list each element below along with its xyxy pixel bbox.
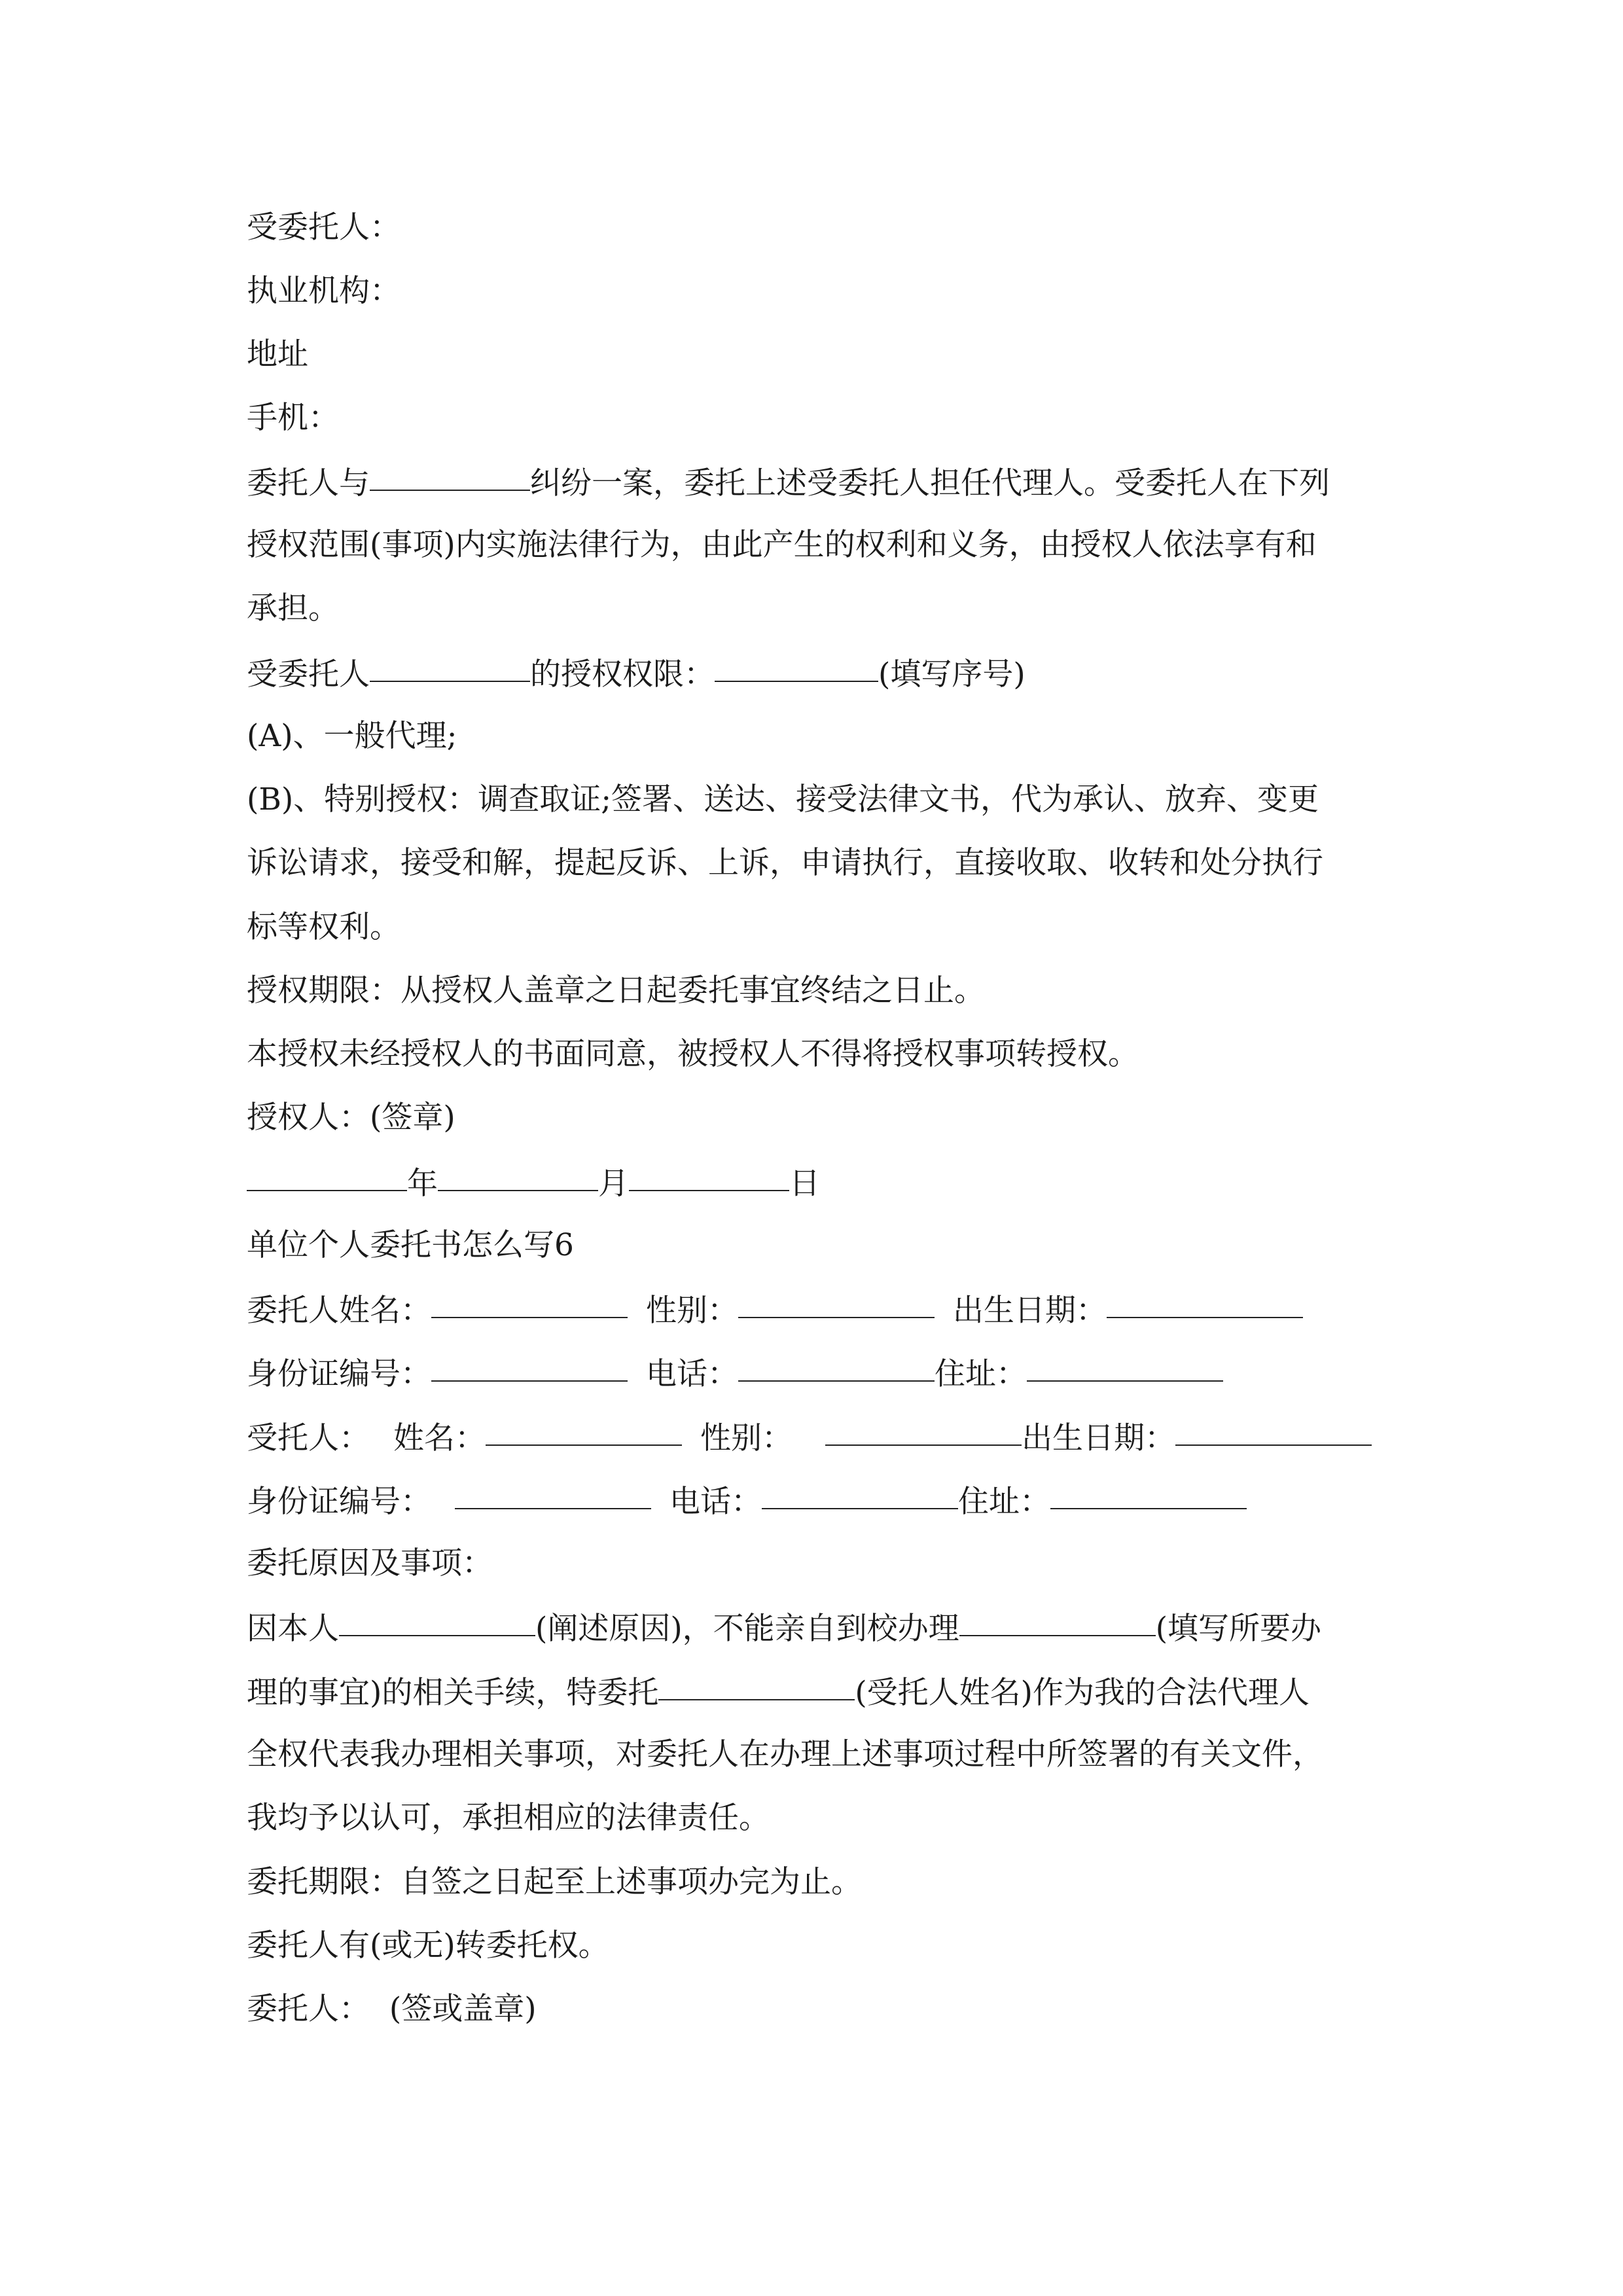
option-general-agency: (A)、一般代理; (247, 718, 457, 754)
matter-blank[interactable] (959, 1605, 1156, 1636)
principal-phone-label: 电话： (646, 1356, 738, 1392)
agent-birth-label: 出生日期： (1022, 1420, 1175, 1456)
reason-text-c: (填写所要办 (1155, 1611, 1322, 1647)
option-special-authority-line3: 标等权利。 (247, 909, 401, 945)
authorization-period: 授权期限：从授权人盖章之日起委托事宜终结之日止。 (247, 973, 985, 1009)
agent-residence-blank[interactable] (1050, 1478, 1247, 1509)
institution-label: 执业机构： (247, 273, 401, 309)
principal-gender-blank[interactable] (738, 1287, 935, 1318)
principal-residence-blank[interactable] (1027, 1350, 1223, 1382)
reason-text-b: (阐述原因)，不能亲自到校办理 (535, 1611, 959, 1647)
principal-residence-label: 住址： (935, 1356, 1027, 1392)
agent-id-label: 身份证编号： (247, 1484, 431, 1520)
reason-line4: 我均予以认可，承担相应的法律责任。 (247, 1800, 770, 1836)
address-label: 地址 (247, 336, 308, 372)
reason-title: 委托原因及事项： (247, 1545, 493, 1581)
month-label: 月 (598, 1166, 629, 1202)
agent-id-blank[interactable] (455, 1478, 651, 1509)
transfer-right: 委托人有(或无)转委托权。 (247, 1928, 609, 1964)
year-label: 年 (407, 1166, 438, 1202)
agent-fullname-blank[interactable] (658, 1669, 855, 1700)
reason-blank[interactable] (339, 1605, 535, 1636)
agent-label-2: 受托人： (247, 1420, 370, 1456)
principal-gender-label: 性别： (646, 1293, 738, 1329)
agent-name-label: 姓名： (393, 1420, 486, 1456)
agent-gender-label: 性别： (700, 1420, 793, 1456)
principal-name-blank[interactable] (431, 1287, 628, 1318)
dispute-paragraph-line3: 承担。 (247, 590, 339, 626)
authority-limit-line (247, 653, 1026, 694)
agent-label: 受委托人： (247, 209, 401, 245)
date-line (247, 1162, 820, 1204)
day-label: 日 (789, 1166, 820, 1202)
principal-signature: 委托人： (签或盖章) (247, 1991, 537, 2027)
principal-phone-blank[interactable] (738, 1350, 935, 1382)
reason-line2 (247, 1672, 1310, 1713)
option-special-authority-line1: (B)、特别授权：调查取证;签署、送达、接受法律文书，代为承认、放弃、变更 (247, 781, 1319, 817)
reason-line1 (247, 1607, 1321, 1649)
principal-id-row (247, 1353, 1223, 1394)
year-blank[interactable] (247, 1160, 407, 1191)
agent-birth-blank[interactable] (1175, 1414, 1372, 1446)
dispute-party-blank[interactable] (370, 459, 530, 491)
authority-text-b: 的授权权限： (530, 656, 715, 692)
principal-id-label: 身份证编号： (247, 1356, 431, 1392)
no-transfer-clause: 本授权未经授权人的书面同意，被授权人不得将授权事项转授权。 (247, 1036, 1139, 1072)
reason2-text-b: (受托人姓名)作为我的合法代理人 (855, 1675, 1310, 1711)
dispute-paragraph-line1 (247, 462, 1330, 503)
agent-name-field-blank[interactable] (486, 1414, 682, 1446)
principal-info-row (247, 1289, 1303, 1331)
agent-id-row (247, 1480, 1247, 1522)
authority-number-blank[interactable] (715, 651, 878, 682)
agent-gender-blank[interactable] (825, 1414, 1022, 1446)
authority-text-a: 受委托人 (247, 656, 370, 692)
dispute-text-a: 委托人与 (247, 465, 370, 501)
section-heading: 单位个人委托书怎么写6 (247, 1227, 574, 1263)
principal-id-blank[interactable] (431, 1350, 628, 1382)
principal-name-label: 委托人姓名： (247, 1293, 431, 1329)
grantor-signature: 授权人：(签章) (247, 1100, 455, 1136)
principal-birth-blank[interactable] (1107, 1287, 1303, 1318)
reason-text-a: 因本人 (247, 1611, 339, 1647)
reason2-text-a: 理的事宜)的相关手续，特委托 (247, 1675, 659, 1711)
day-blank[interactable] (629, 1160, 789, 1191)
agent-phone-blank[interactable] (762, 1478, 958, 1509)
agent-phone-label: 电话： (669, 1484, 762, 1520)
agent-info-row (247, 1417, 1372, 1458)
agent-residence-label: 住址： (958, 1484, 1050, 1520)
principal-birth-label: 出生日期： (953, 1293, 1107, 1329)
agent-name-blank[interactable] (370, 651, 530, 682)
dispute-paragraph-line2: 授权范围(事项)内实施法律行为，由此产生的权利和义务，由授权人依法享有和 (247, 527, 1317, 563)
mobile-label: 手机： (247, 400, 339, 436)
entrust-period: 委托期限：自签之日起至上述事项办完为止。 (247, 1864, 862, 1900)
authority-text-c: (填写序号) (878, 656, 1026, 692)
dispute-text-b: 纠纷一案，委托上述受委托人担任代理人。受委托人在下列 (530, 465, 1330, 501)
month-blank[interactable] (438, 1160, 598, 1191)
reason-line3: 全权代表我办理相关事项，对委托人在办理上述事项过程中所签署的有关文件， (247, 1736, 1323, 1772)
option-special-authority-line2: 诉讼请求，接受和解，提起反诉、上诉，申请执行，直接收取、收转和处分执行 (247, 845, 1323, 881)
